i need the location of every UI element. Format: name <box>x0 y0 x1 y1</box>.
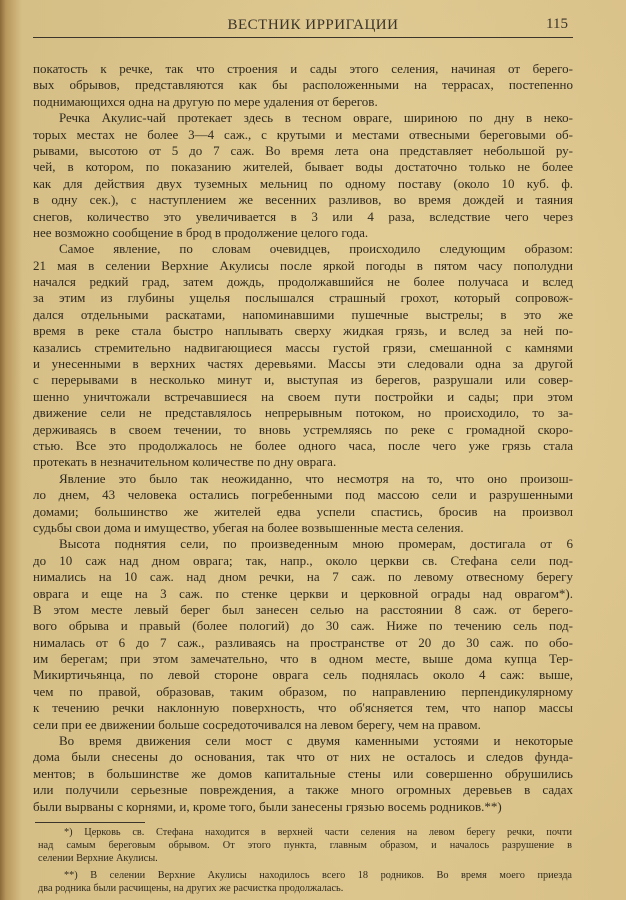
page-number: 115 <box>546 16 568 32</box>
text-line: им берегам; при этом замечательно, что в одном месте, выше дома купца Тер- <box>33 651 573 667</box>
text-line: протекать в незначительном количестве по дну оврага. <box>33 454 337 470</box>
text-line: Самое явление, по словам очевидцев, происходило следующим образом: <box>59 241 573 257</box>
footnote-line: **) В селении Верхние Акулисы находилось всего 18 родников. Во время моего приезда <box>64 869 572 881</box>
text-line: ло днем, 43 человека остались погребенными под массою сели и разрушенными <box>33 487 573 503</box>
text-line: торых местах не более 3—4 саж., с крутыми и местами отвесными береговыми об- <box>33 126 573 142</box>
footnote-divider <box>35 822 145 823</box>
text-line: сели при ее движении больше сосредоточивался на левом берегу, чем на правом. <box>33 716 481 732</box>
text-line: В этом месте левый берег был занесен селью на расстоянии 8 саж. от берего- <box>33 601 573 617</box>
footnote <box>38 869 572 895</box>
text-line: Явление это было так неожиданно, что несмотря на то, что оно произош- <box>59 470 573 486</box>
text-line: к течению речки наклонную поверхность, что об'ясняется тем, что напор массы <box>33 700 573 716</box>
paragraph <box>33 471 573 537</box>
text-line: нималась от 6 до 7 саж., разливаясь на пространстве от 20 до 30 саж. по обо- <box>33 634 573 650</box>
text-line: шенно уничтожали встречавшиеся на своем пути постройки и сады; при этом <box>33 388 573 404</box>
text-line: держиваясь в своем течении, то вновь устремляясь по реке с громадной скоро- <box>33 421 573 437</box>
text-line: вых обрывов, представляются как бы расположенными на террасах, постепенно <box>33 77 573 93</box>
text-line: казались стремительно надвигающиеся массы густой грязи, смешанной с камнями <box>33 339 573 355</box>
footnote-line: *) Церковь св. Стефана находится в верхней части селения на левом берегу речки, почти <box>64 827 572 838</box>
text-line: в одну сек.), с наступлением же весенних разливов, во время дождей и таяния <box>33 192 573 208</box>
text-line: стью. Все это продолжалось не более одного часа, после чего уже грязь стала <box>33 437 573 453</box>
paragraph <box>33 241 573 470</box>
paragraph <box>33 61 573 110</box>
footnote <box>38 826 572 866</box>
text-line: за этим из глубины ущелья послышался страшный грохот, который сопровож- <box>33 290 573 306</box>
text-line: как для действия двух туземных мельниц по одному поставу (около 10 куб. ф. <box>33 175 573 191</box>
footnote-line: два родника были расчищены, на других же расчистка продолжалась. <box>38 882 344 894</box>
text-line: время в реке стала быстро наплывать сверху жидкая грязь, и вслед за ней по- <box>33 323 573 339</box>
footnotes <box>38 826 572 898</box>
text-line: вого обрыва и правый (более пологий) до 30 саж. Ниже по течению сель под- <box>33 618 573 634</box>
text-line: оврага и еще на 3 саж. по стенке церкви и церковной ограды над оврагом*). <box>33 585 573 601</box>
journal-title: ВЕСТНИК ИРРИГАЦИИ <box>227 17 399 33</box>
text-line: чем по правой, образовав, таким образом, по направлению перпендикулярному <box>33 683 573 699</box>
text-line: дома были снесены до основания, так что от них не осталось и следов фунда- <box>33 749 573 765</box>
text-line: Во время движения сели мост с двумя каменными устоями и некоторые <box>59 733 573 749</box>
text-line: поднимающихся одна на другую по мере удаления от берегов. <box>33 93 378 109</box>
text-line: Высота поднятия сели, по произведенным мною промерам, достигала от 6 <box>59 536 573 552</box>
text-line: домами; большинство же жителей едва успели спастись, бросив на произвол <box>33 503 573 519</box>
text-line: рывами, высотою от 5 до 7 саж. Во время лета она представляет небольшой ру- <box>33 142 573 158</box>
body-text <box>33 61 573 815</box>
text-line: движение сели не представлялось непрерывным потоком, но происходило, то за- <box>33 405 573 421</box>
header-rule <box>33 37 573 38</box>
text-line: дался отдельными раскатами, напоминавшими пушечные выстрелы; в это же <box>33 306 573 322</box>
text-line: с перерывами в несколько минут и, выступая из берегов, разрушали или совер- <box>33 372 573 388</box>
text-line: и унесенными в верхних частях деревьями. Массы эти следовали одна за другой <box>33 356 573 372</box>
text-line: или получили серьезные повреждения, а также много огромных деревьев в садах <box>33 782 573 798</box>
footnote-line: селении Верхние Акулисы. <box>38 853 158 865</box>
text-line: судьбы свои дома и имущество, убегая на более возвышенные места селения. <box>33 519 464 535</box>
text-line: начался редкий град, затем дождь, продолжавшийся не более получаса и вслед <box>33 274 573 290</box>
text-line: 21 мая в селении Верхние Акулисы после яркой погоды в пятом часу пополудни <box>33 257 573 273</box>
text-line: снегов, количество это увеличивается в 3 или 4 раза, вследствие чего через <box>33 208 573 224</box>
text-line: чей, в котором, по показанию жителей, бывает воды достаточно только не более <box>33 159 573 175</box>
text-line: нимались на 10 саж. над дном речки, на 7 саж. по левому отвесному берегу <box>33 569 573 585</box>
text-line: нее возможно сообщение в брод в продолжение целого года. <box>33 224 369 240</box>
footnote-line: над самым береговым обрывом. От этого пункта, главным образом, и началось разрушение в <box>38 840 572 852</box>
paragraph <box>33 536 573 733</box>
text-line: ментов; в большинстве же домов капитальные стены или совершенно обрушились <box>33 765 573 781</box>
text-line: Микиртичьянца, по левой стороне оврага сель поднялась около 4 саж: выше, <box>33 667 573 683</box>
text-line: Речка Акулис-чай протекает здесь в тесном овраге, шириною по дну в неко- <box>59 110 573 126</box>
text-line: покатость к речке, так что строения и сады этого селения, начиная от берего- <box>33 61 573 76</box>
paragraph <box>33 110 573 241</box>
text-line: были вырваны с корнями, и, кроме того, были занесены грязью восемь родников.**) <box>33 798 502 814</box>
paragraph <box>33 733 573 815</box>
text-line: до 10 саж над дном оврага; так, напр., около церкви св. Стефана сели под- <box>33 552 573 568</box>
